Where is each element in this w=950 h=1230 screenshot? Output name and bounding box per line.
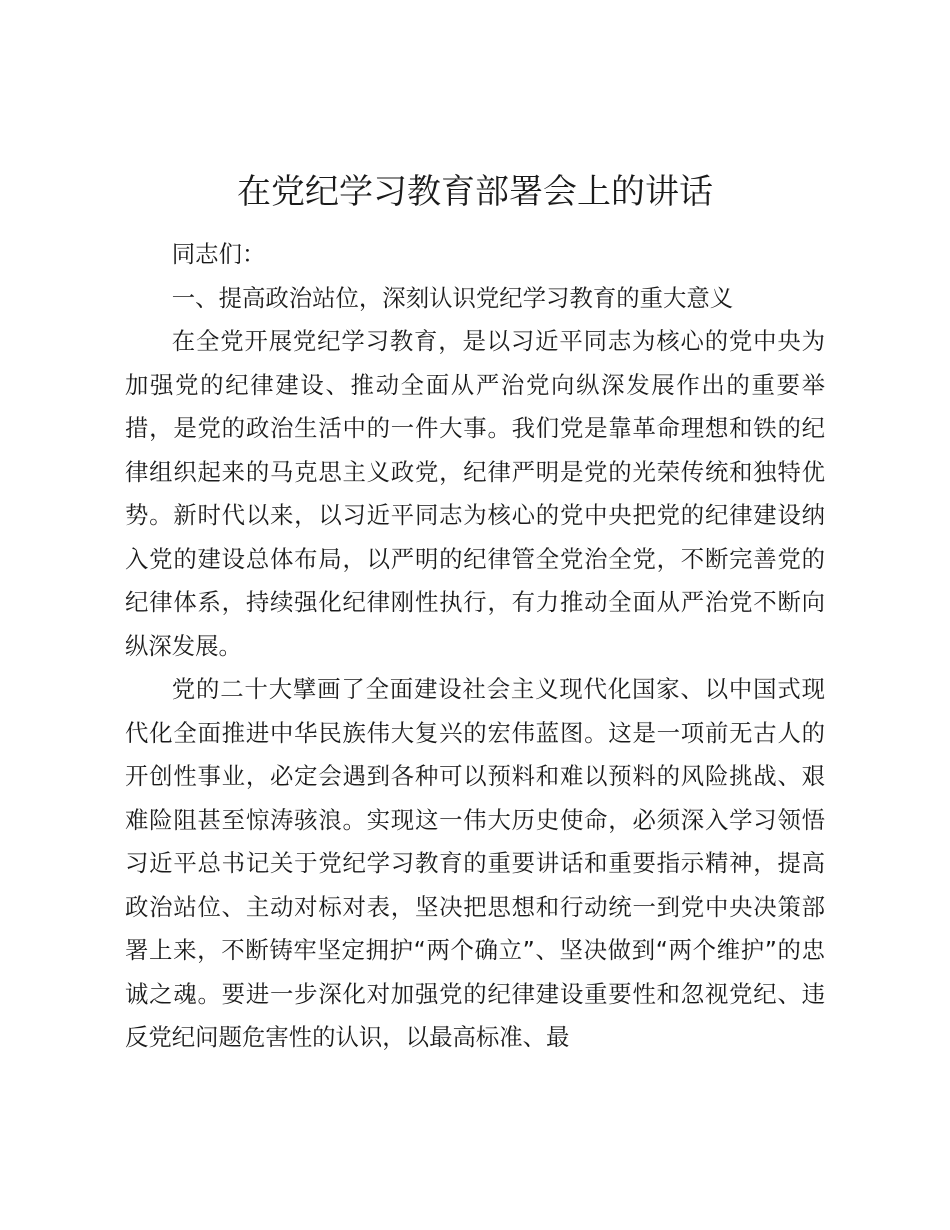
document-title: 在党纪学习教育部署会上的讲话 bbox=[237, 172, 713, 212]
section-heading: 一、提高政治站位，深刻认识党纪学习教育的重大意义 bbox=[171, 283, 734, 312]
salutation: 同志们： bbox=[171, 240, 266, 268]
document-body bbox=[125, 233, 825, 1060]
paragraph: 党的二十大擘画了全面建设社会主义现代化国家、以中国式现代化全面推进中华民族伟大复兴的宏伟蓝图。这是一项前无古人的开创性事业，必定会遇到各种可以预料和难以预料的风险挑战、艰难险阻甚至惊涛骇浪。实现这一伟大历史使命，必须深入学习领悟习近平总书记关于党纪学习教育的重要讲话和重要指示精神，提高政治站位、主动对标对表，坚决把思想和行动统一到党中央决策部署上来，不断铸牢坚定拥护“两个确立”、坚决做到“两个维护”的忠诚之魂。要进一步深化对加强党的纪律建设重要性和忽视党纪、违反党纪问题危害性的认识，以最高标准、最 bbox=[125, 675, 825, 1051]
paragraph: 在全党开展党纪学习教育，是以习近平同志为核心的党中央为加强党的纪律建设、推动全面从严治党向纵深发展作出的重要举措，是党的政治生活中的一件大事。我们党是靠革命理想和铁的纪律组织起来的马克思主义政党，纪律严明是党的光荣传统和独特优势。新时代以来，以习近平同志为核心的党中央把党的纪律建设纳入党的建设总体布局，以严明的纪律管全党治全党，不断完善党的纪律体系，持续强化纪律刚性执行，有力推动全面从严治党不断向纵深发展。 bbox=[125, 327, 825, 660]
